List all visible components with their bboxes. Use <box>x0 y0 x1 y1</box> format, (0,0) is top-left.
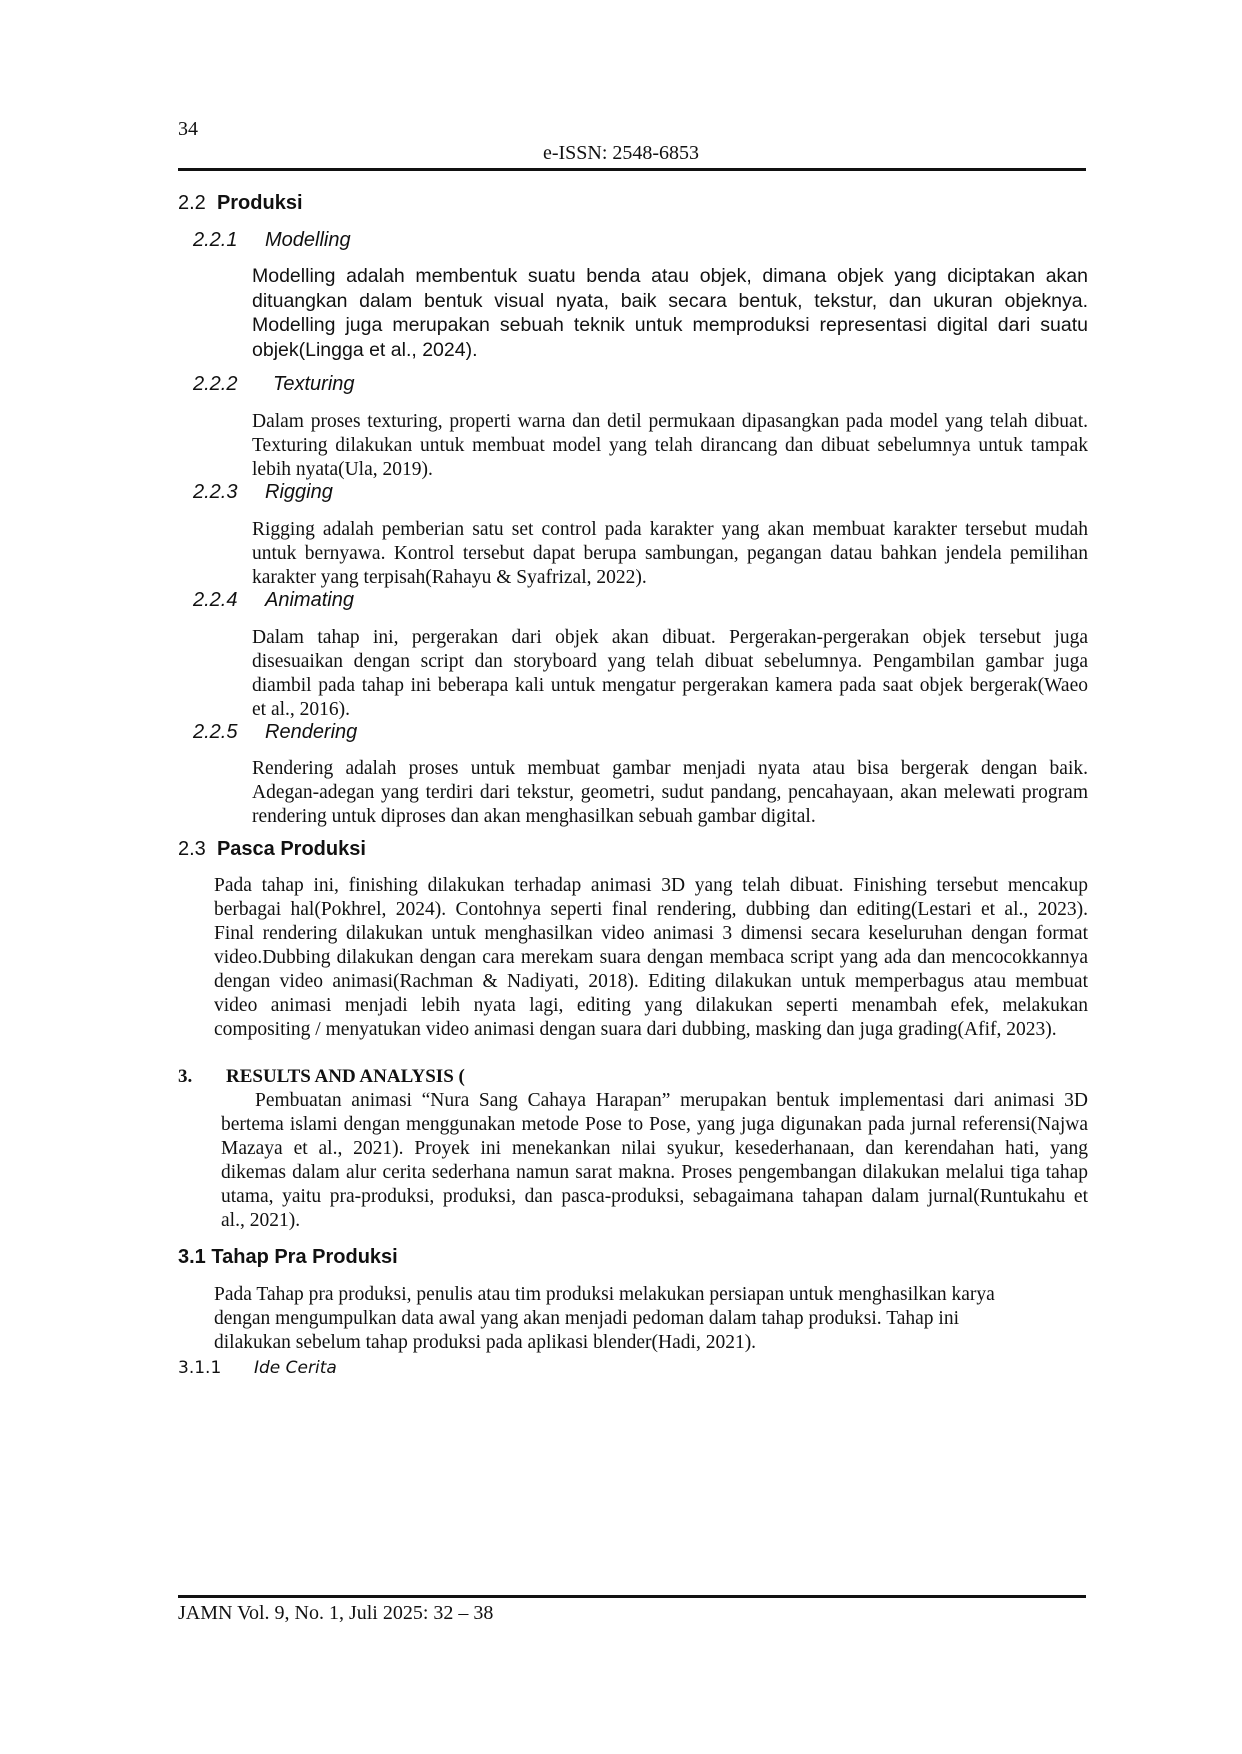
section-number: 3. <box>178 1066 193 1087</box>
text-line: video animasi menjadi lebih nyata lagi, editing yang dilakukan seperti menambah efek, melakukan <box>214 995 1088 1016</box>
text-line: karakter yang terpisah(Rahayu & Syafrizal, 2022). <box>252 567 647 588</box>
section-title: Tahap Pra Produksi <box>211 1246 398 1268</box>
text-line: video.Dubbing dilakukan dengan cara merekam suara dengan membaca script yang ada dan mencocokkannya <box>214 947 1088 968</box>
text-line: untuk bernyawa. Kontrol tersebut dapat berupa sambungan, pegangan datau bahkan jendela pemilihan <box>252 543 1088 564</box>
section-heading-2-3 <box>178 838 366 861</box>
subsection-title: Rendering <box>265 721 358 743</box>
text-line: Dalam tahap ini, pergerakan dari objek akan dibuat. Pergerakan-pergerakan objek tersebut juga <box>252 627 1088 648</box>
text-line: utama, yaitu pra-produksi, produksi, dan pasca-produksi, sebagaimana tahapan dalam jurnal(Runtukahu et <box>221 1186 1088 1207</box>
text-line: compositing / menyatukan video animasi dengan suara dari dubbing, masking dan juga grading(Afif, 2023). <box>214 1019 1057 1040</box>
subsection-number: 2.2.3 <box>193 481 238 503</box>
text-line: Modelling adalah membentuk suatu benda atau objek, dimana objek yang diciptakan akan <box>252 265 1088 287</box>
header-rule <box>178 168 1086 171</box>
subsection-heading-2-2-5 <box>193 721 357 744</box>
text-line: bertema islami dengan menggunakan metode Pose to Pose, yang juga digunakan pada jurnal referensi(Najwa <box>221 1114 1088 1135</box>
section-number: 2.2 <box>178 192 206 214</box>
text-line: berbagai hal(Pokhrel, 2024). Contohnya seperti final rendering, dubbing dan editing(Lestari et al., 2023). <box>214 899 1088 920</box>
text-line: et al., 2016). <box>252 699 351 720</box>
subsection-title: Rigging <box>265 481 333 503</box>
issn-header: e-ISSN: 2548-6853 <box>542 142 700 164</box>
text-line: Modelling juga merupakan sebuah teknik untuk memproduksi representasi digital dari suatu <box>252 314 1088 336</box>
paragraph-rendering <box>252 757 1088 829</box>
text-line: al., 2021). <box>221 1210 301 1231</box>
text-line: Texturing dilakukan untuk membuat model yang telah dirancang dan dibuat sebelumnya untuk tampak <box>252 435 1088 456</box>
section-heading-3 <box>178 1066 465 1088</box>
text-line: Final rendering dilakukan untuk menghasilkan video animasi 3 dimensi secara keseluruhan dengan format <box>214 923 1088 944</box>
text-line: Adegan-adegan yang terdiri dari tekstur, geometri, sudut pandang, pencahayaan, akan melewati program <box>252 782 1088 803</box>
text-line: dituangkan dalam bentuk visual nyata, baik secara bentuk, tekstur, dan ukuran objeknya. <box>252 289 1088 312</box>
section-heading-3-1 <box>178 1246 398 1269</box>
text-line: Pada tahap ini, finishing dilakukan terhadap animasi 3D yang telah dibuat. Finishing tersebut mencakup <box>214 875 1088 896</box>
subsection-number: 2.2.2 <box>193 373 238 395</box>
text-line: Pada Tahap pra produksi, penulis atau tim produksi melakukan persiapan untuk menghasilkan karya <box>214 1284 995 1305</box>
footer-rule <box>178 1595 1086 1598</box>
subsection-heading-2-2-2 <box>193 373 355 396</box>
text-line: Rigging adalah pemberian satu set control pada karakter yang akan membuat karakter tersebut mudah <box>252 519 1088 540</box>
subsection-heading-3-1-1 <box>178 1358 337 1378</box>
paragraph-animating <box>252 626 1088 722</box>
text-line: dengan mengumpulkan data awal yang akan menjadi pedoman dalam tahap produksi. Tahap ini <box>214 1308 960 1329</box>
paragraph-results <box>221 1089 1088 1233</box>
subsection-number: 2.2.1 <box>193 229 238 251</box>
subsection-title: Texturing <box>273 373 355 395</box>
subsection-title: Ide Cerita <box>254 1358 337 1378</box>
paragraph-pra-produksi <box>214 1283 1074 1355</box>
text-line: Pembuatan animasi “Nura Sang Cahaya Harapan” merupakan bentuk implementasi dari animasi 3D <box>255 1090 1088 1111</box>
paragraph-texturing <box>252 410 1088 482</box>
section-title: Pasca Produksi <box>216 838 366 860</box>
text-line: Mazaya et al., 2021). Proyek ini menekankan nilai syukur, kesederhanaan, dan kerendahan hati, yang <box>221 1138 1088 1159</box>
subsection-title: Animating <box>265 589 354 611</box>
subsection-number: 3.1.1 <box>178 1358 222 1378</box>
text-line: diambil pada tahap ini beberapa kali untuk mengatur pergerakan kamera pada saat objek bergerak(Waeo <box>252 675 1088 696</box>
section-heading-2-2 <box>178 192 303 215</box>
text-line: Rendering adalah proses untuk membuat gambar menjadi nyata atau bisa bergerak dengan baik. <box>252 758 1088 779</box>
subsection-number: 2.2.5 <box>193 721 238 743</box>
subsection-title: Modelling <box>265 229 351 251</box>
subsection-heading-2-2-4 <box>193 589 354 612</box>
text-line: lebih nyata(Ula, 2019). <box>252 459 433 480</box>
subsection-number: 2.2.4 <box>193 589 238 611</box>
section-title: Produksi <box>216 192 303 214</box>
text-line: disesuaikan dengan script dan storyboard yang telah dibuat sebelumnya. Pengambilan gambar juga <box>252 651 1088 672</box>
text-line: objek(Lingga et al., 2024). <box>252 338 478 361</box>
section-number: 3.1 <box>178 1246 206 1268</box>
text-line: dikemas dalam alur cerita sederhana namun sarat makna. Proses pengembangan dilakukan melalui tiga tahap <box>221 1162 1088 1183</box>
paragraph-modelling <box>252 264 1088 362</box>
text-line: dilakukan sebelum tahap produksi pada aplikasi blender(Hadi, 2021). <box>214 1332 757 1353</box>
text-line: rendering untuk diproses dan akan menghasilkan sebuah gambar digital. <box>252 806 816 827</box>
text-line: Dalam proses texturing, properti warna dan detil permukaan dipasangkan pada model yang telah dibuat. <box>252 411 1088 432</box>
footer-citation: JAMN Vol. 9, No. 1, Juli 2025: 32 – 38 <box>178 1602 494 1624</box>
paragraph-pasca-produksi <box>214 874 1088 1042</box>
page-number: 34 <box>178 118 198 140</box>
subsection-heading-2-2-1 <box>193 229 351 252</box>
paragraph-rigging <box>252 518 1088 590</box>
section-title: RESULTS AND ANALYSIS ( <box>226 1066 465 1087</box>
text-line: dengan video animasi(Rachman & Nadiyati, 2018). Editing dilakukan untuk memperbagus atau membuat <box>214 971 1088 992</box>
section-number: 2.3 <box>178 838 206 860</box>
subsection-heading-2-2-3 <box>193 481 333 504</box>
